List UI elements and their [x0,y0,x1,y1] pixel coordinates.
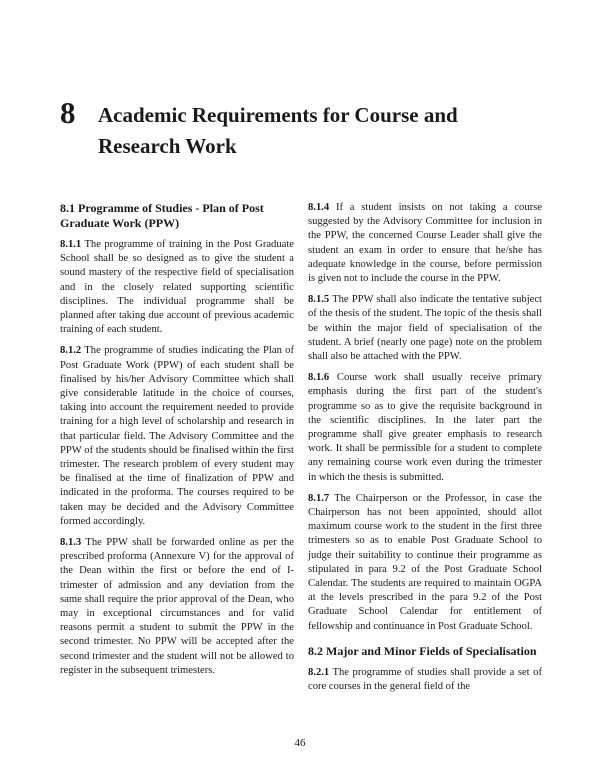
paragraph-8-1-4 [308,201,542,286]
paragraph-number: 8.1.1 [60,239,82,250]
paragraph-8-2-1 [308,666,542,694]
paragraph-text: If a student insists on not taking a course suggested by the Advisory Committee for inclusion in the PPW, the concerned Course Leader shall give the student an exam in order to ensure that he/she has adequate knowledge in the course, before permission is given not to include the course in the PPW. [308,202,542,285]
paragraph-number: 8.1.6 [308,372,330,384]
paragraph-text: The PPW shall be forwarded online as per the prescribed proforma (Annexure V) for the approval of the Dean within the first or before the end of I-trimester of admission and any deviation from the same shall require the prior approval of the Dean, who may in exceptional circumstances and for valid reasons permit a student to submit the PPW in the second trimester. No PPW will be accepted after the second trimester and the student will not be allowed to register in the subsequent trimesters. [60,537,294,676]
section-heading-8-2: 8.2 Major and Minor Fields of Specialisation [308,643,537,658]
page-number: 46 [294,737,306,749]
chapter-title: Academic Requirements for Course and Research Work [98,103,458,158]
paragraph-number: 8.1.2 [60,345,82,357]
paragraph-number: 8.2.1 [308,666,330,678]
paragraph-number: 8.1.3 [60,537,82,549]
paragraph-text: The programme of studies indicating the Plan of Post Graduate Work (PPW) of each student shall be finalised by his/her Advisory Committee which shall give considerable latitude in the choice of courses, taking into account the requirement needed to provide training for a high level of scholarship and research in that particular field. The Advisory Committee and the PPW of the students should be finalised within the first trimester. The research problem of every student may be finalised at the time of finalization of PPW and indicated in the proforma. The courses required to be taken may be decided and the Advisory Committee formed accordingly. [60,345,294,527]
paragraph-number: 8.1.7 [308,492,330,504]
paragraph-8-1-7 [308,492,542,634]
paragraph-8-1-2 [60,344,294,529]
paragraph-text: Course work shall usually receive primary emphasis during the first part of the student's programme so as to give the requisite background in the scientific disciplines. In the later part the programme shall give greater emphasis to research work. It shall be permissible for a student to complete any remaining course work even during the trimester in which the thesis is submitted. [308,372,542,483]
paragraph-text: The programme of studies shall provide a set of core courses in the general field of the [308,666,542,693]
paragraph-8-1-5 [308,293,542,364]
paragraph-8-1-3 [60,536,294,678]
paragraph-number: 8.1.4 [308,202,330,213]
right-column [308,201,542,701]
paragraph-text: The programme of training in the Post Graduate School shall be so designed as to give the student a sound mastery of the respective field of specialisation and in the closely related supporting scientific disciplines. The individual programme shall be planned after taking due account of previous academic training of each student. [60,239,294,336]
paragraph-text: The PPW shall also indicate the tentative subject of the thesis of the student. The topic of the thesis shall be within the major field of specialisation of the student. A brief (nearly one page) note on the problem shall also be attached with the PPW. [308,294,542,363]
paragraph-8-1-6 [308,371,542,485]
paragraph-text: The Chairperson or the Professor, in case the Chairperson has not been appointed, should allot maximum course work to the student in the first three trimesters so as to enable Post Graduate School to judge their suitability to continue their programme as stipulated in para 9.2 of the Post Graduate School Calendar. The students are required to maintain OGPA at the levels prescribed in the para 9.2 of the Post Graduate School Calendar for entitlement of fellowship and continuance in Post Graduate School. [308,492,542,632]
paragraph-8-1-1 [60,238,294,337]
section-heading-8-1: 8.1 Programme of Studies - Plan of Post Graduate Work (PPW) [60,201,264,230]
chapter-number: 8 [60,95,76,130]
left-column [60,201,294,685]
paragraph-number: 8.1.5 [308,294,330,306]
